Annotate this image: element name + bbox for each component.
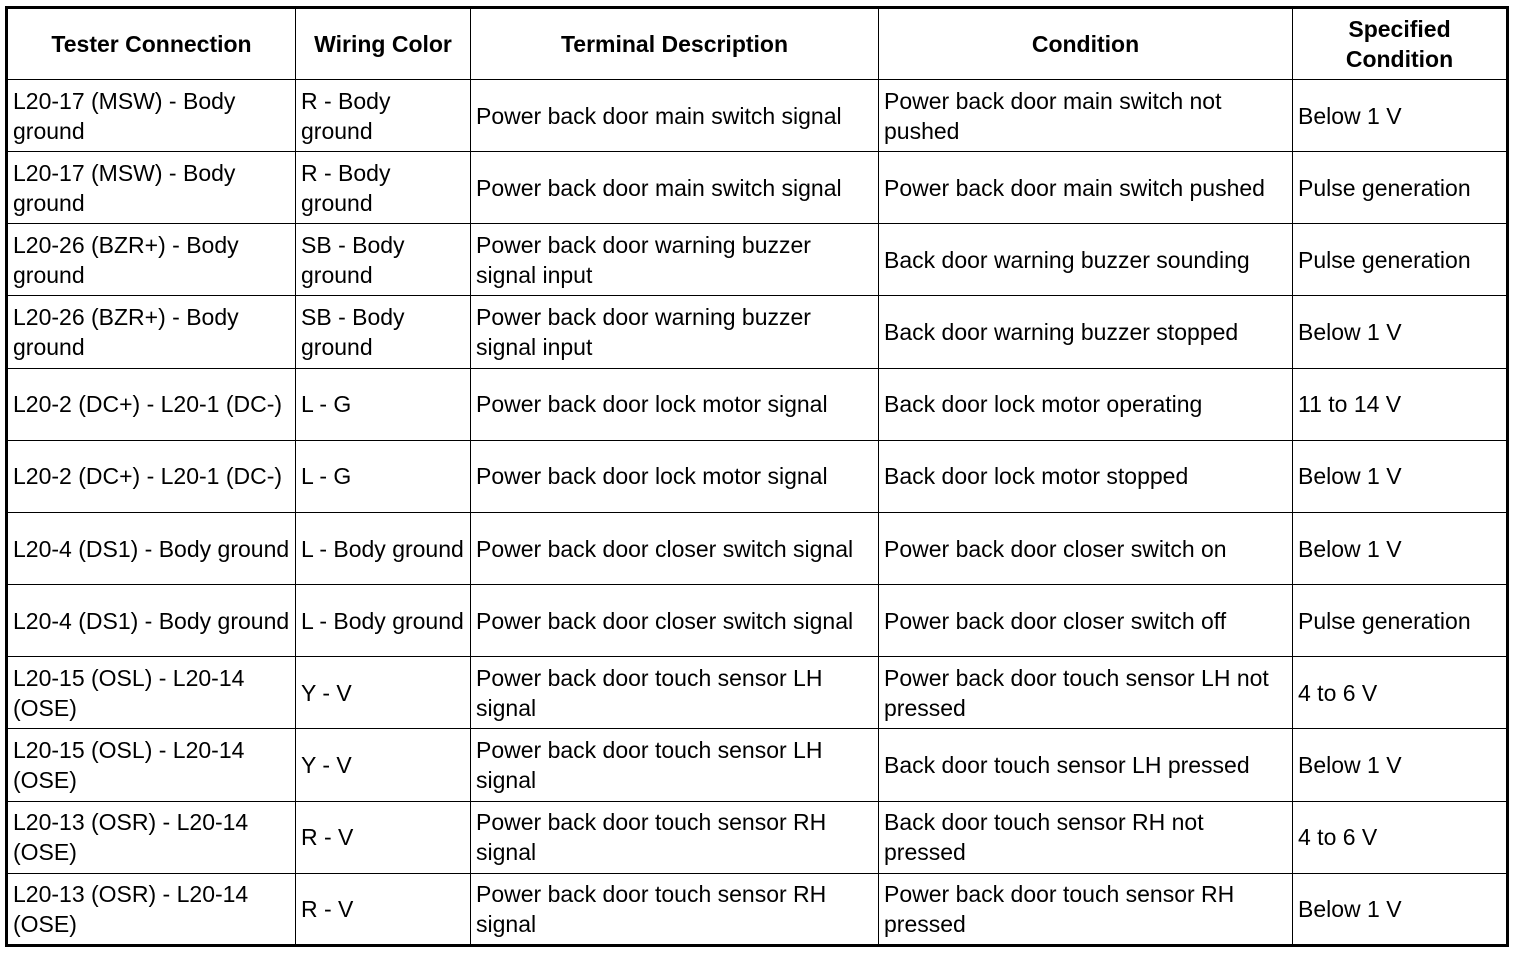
cell-wiring-color: L - Body ground [296,585,471,657]
table-row [7,152,1508,224]
cell-condition: Back door lock motor operating [879,368,1293,440]
cell-terminal-description: Power back door main switch signal [471,152,879,224]
cell-terminal-description: Power back door closer switch signal [471,512,879,584]
cell-tester-connection: L20-4 (DS1) - Body ground [7,512,296,584]
cell-specified-condition: Below 1 V [1293,873,1508,945]
cell-specified-condition: 4 to 6 V [1293,657,1508,729]
cell-terminal-description: Power back door warning buzzer signal input [471,224,879,296]
cell-specified-condition: 4 to 6 V [1293,801,1508,873]
cell-condition: Power back door main switch pushed [879,152,1293,224]
cell-wiring-color: SB - Body ground [296,224,471,296]
cell-terminal-description: Power back door warning buzzer signal input [471,296,879,368]
cell-condition: Back door warning buzzer sounding [879,224,1293,296]
table-row [7,801,1508,873]
cell-wiring-color: L - G [296,440,471,512]
cell-specified-condition: Pulse generation [1293,224,1508,296]
cell-condition: Power back door touch sensor RH pressed [879,873,1293,945]
cell-tester-connection: L20-13 (OSR) - L20-14 (OSE) [7,873,296,945]
cell-terminal-description: Power back door touch sensor RH signal [471,801,879,873]
cell-terminal-description: Power back door touch sensor LH signal [471,729,879,801]
cell-tester-connection: L20-26 (BZR+) - Body ground [7,224,296,296]
cell-terminal-description: Power back door lock motor signal [471,368,879,440]
cell-condition: Back door warning buzzer stopped [879,296,1293,368]
cell-condition: Power back door touch sensor LH not pressed [879,657,1293,729]
header-tester-connection: Tester Connection [7,8,296,80]
table-row [7,512,1508,584]
table-row [7,873,1508,945]
header-condition: Condition [879,8,1293,80]
cell-specified-condition: 11 to 14 V [1293,368,1508,440]
cell-tester-connection: L20-17 (MSW) - Body ground [7,152,296,224]
table-row [7,296,1508,368]
table-row [7,729,1508,801]
cell-wiring-color: L - G [296,368,471,440]
cell-specified-condition: Pulse generation [1293,152,1508,224]
cell-specified-condition: Below 1 V [1293,729,1508,801]
table-row [7,440,1508,512]
table-row [7,368,1508,440]
cell-tester-connection: L20-4 (DS1) - Body ground [7,585,296,657]
cell-tester-connection: L20-15 (OSL) - L20-14 (OSE) [7,657,296,729]
cell-tester-connection: L20-15 (OSL) - L20-14 (OSE) [7,729,296,801]
cell-condition: Back door touch sensor LH pressed [879,729,1293,801]
cell-terminal-description: Power back door lock motor signal [471,440,879,512]
terminal-check-table-container [5,6,1506,947]
header-specified-condition: Specified Condition [1293,8,1508,80]
cell-specified-condition: Pulse generation [1293,585,1508,657]
cell-wiring-color: SB - Body ground [296,296,471,368]
cell-specified-condition: Below 1 V [1293,296,1508,368]
cell-tester-connection: L20-26 (BZR+) - Body ground [7,296,296,368]
table-row [7,657,1508,729]
cell-tester-connection: L20-13 (OSR) - L20-14 (OSE) [7,801,296,873]
cell-condition: Power back door main switch not pushed [879,80,1293,152]
cell-wiring-color: R - Body ground [296,80,471,152]
cell-terminal-description: Power back door touch sensor RH signal [471,873,879,945]
cell-tester-connection: L20-2 (DC+) - L20-1 (DC-) [7,440,296,512]
cell-terminal-description: Power back door touch sensor LH signal [471,657,879,729]
cell-condition: Power back door closer switch off [879,585,1293,657]
cell-terminal-description: Power back door closer switch signal [471,585,879,657]
cell-wiring-color: R - Body ground [296,152,471,224]
cell-specified-condition: Below 1 V [1293,512,1508,584]
cell-terminal-description: Power back door main switch signal [471,80,879,152]
terminal-check-table [5,6,1509,947]
cell-condition: Power back door closer switch on [879,512,1293,584]
cell-specified-condition: Below 1 V [1293,80,1508,152]
header-wiring-color: Wiring Color [296,8,471,80]
cell-wiring-color: Y - V [296,657,471,729]
header-row [7,8,1508,80]
cell-wiring-color: R - V [296,873,471,945]
cell-wiring-color: Y - V [296,729,471,801]
cell-condition: Back door lock motor stopped [879,440,1293,512]
cell-wiring-color: R - V [296,801,471,873]
cell-tester-connection: L20-2 (DC+) - L20-1 (DC-) [7,368,296,440]
cell-tester-connection: L20-17 (MSW) - Body ground [7,80,296,152]
cell-condition: Back door touch sensor RH not pressed [879,801,1293,873]
table-row [7,585,1508,657]
header-terminal-description: Terminal Description [471,8,879,80]
table-row [7,80,1508,152]
cell-specified-condition: Below 1 V [1293,440,1508,512]
cell-wiring-color: L - Body ground [296,512,471,584]
table-row [7,224,1508,296]
